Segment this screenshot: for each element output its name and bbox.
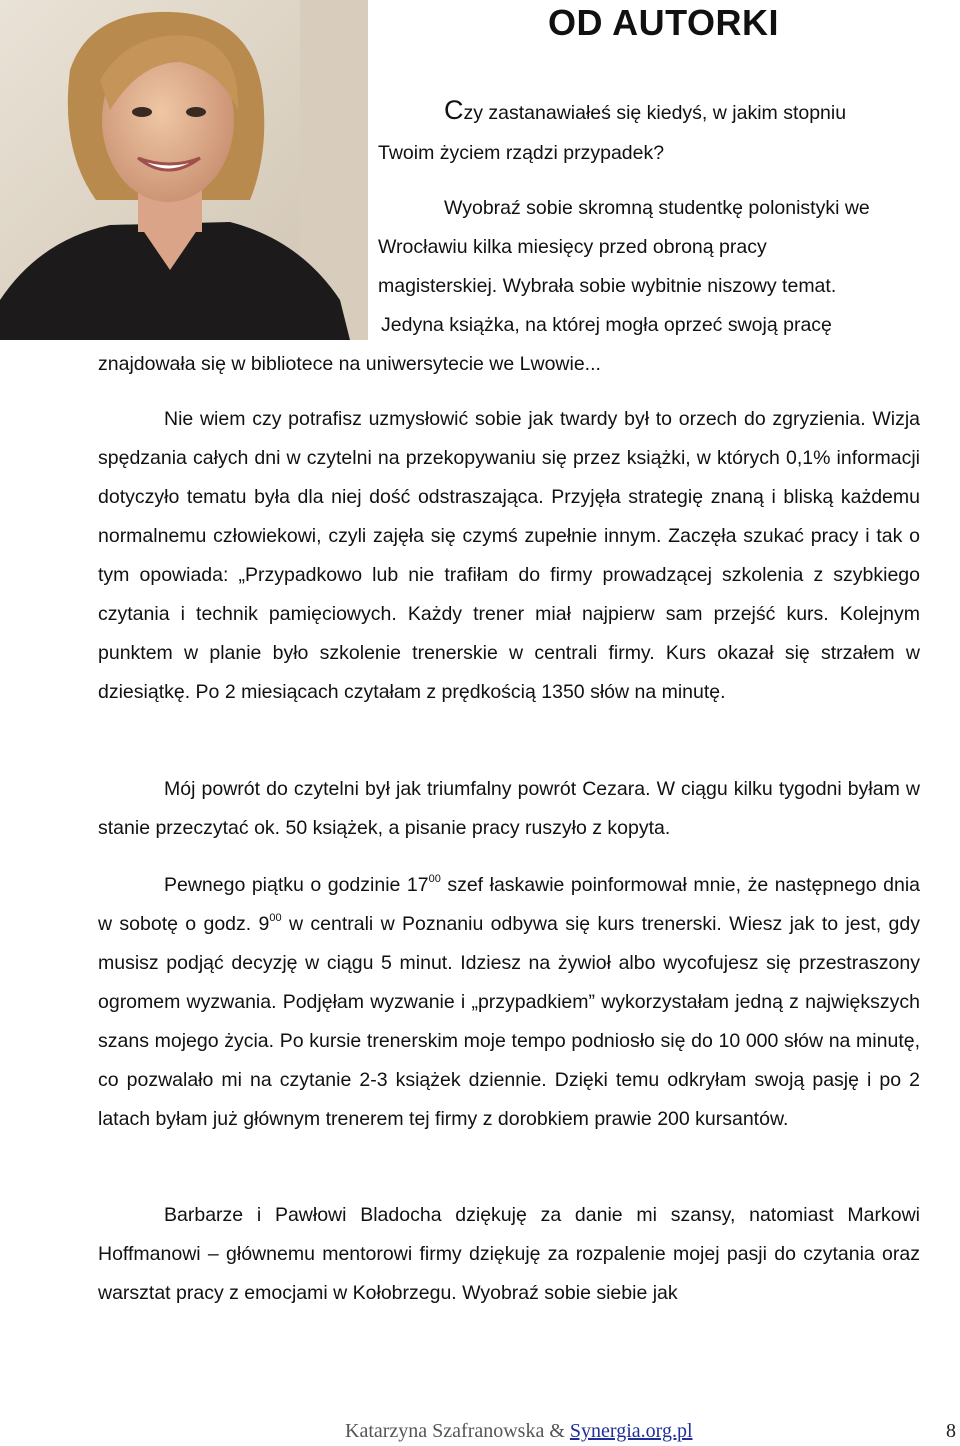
intro-line-7: znajdowała się w bibliotece na uniwersytecie we Lwowie... [98, 353, 601, 375]
author-photo [0, 0, 368, 340]
paragraph-3: Nie wiem czy potrafisz uzmysłowić sobie jak twardy był to orzech do zgryzienia. Wizja spędzania całych dni w czytelni na przekopywaniu się przez książki, w których 0,1% informacji dotyczyło tematu była dla niej dość odstraszająca. Przyjęła strategię znaną i bliską każdemu normalnemu człowiekowi, czyli zajęła się czymś zupełnie innym. Zaczęła szukać pracy i tak o tym opowiada: „Przypadkowo lub nie trafiłam do firmy prowadzącej szkolenia z szybkiego czytania i technik pamięciowych. Każdy trener miał najpierw sam przejść kurs. Kolejnym punktem w planie było szkolenie trenerskie w centrali firmy. Kurs okazał się strzałem w dziesiątkę. Po 2 miesiącach czytałam z prędkością 1350 słów na minutę. [98, 408, 920, 703]
intro-line-6: Jedyna książka, na której mogła oprzeć swoją pracę [381, 314, 832, 336]
paragraph-5-part-a: Pewnego piątku o godzinie 17 [164, 874, 429, 896]
paragraph-4: Mój powrót do czytelni był jak triumfalny powrót Cezara. W ciągu kilku tygodni byłam w stanie przeczytać ok. 50 książek, a pisanie pracy ruszyło z kopyta. [98, 778, 920, 839]
paragraph-5-part-c: w centrali w Poznaniu odbywa się kurs trenerski. Wiesz jak to jest, gdy musisz podjąć decyzję w ciągu 5 minut. Idziesz na żywioł albo wycofujesz się przestraszony ogromem wyzwania. Podjęłam wyzwanie i „przypadkiem” wykorzystałam jedną z największych szans mojego życia. Po kursie trenerskim moje tempo podniosło się do 10 000 słów na minutę, co pozwalało mi na czytanie 2-3 książek dziennie. Dzięki temu odkryłam swoją pasję i po 2 latach byłam już głównym trenerem tej firmy z dorobkiem prawie 200 kursantów. [98, 913, 920, 1130]
intro-line-2: Twoim życiem rządzi przypadek? [378, 142, 665, 164]
paragraph-6: Barbarze i Pawłowi Bladocha dziękuję za danie mi szansy, natomiast Markowi Hoffmanowi – głównemu mentorowi firmy dziękuję za rozpalenie mojej pasji do czytania oraz warsztat pracy z emocjami w Kołobrzegu. Wyobraź sobie siebie jak [98, 1204, 920, 1304]
intro-line-1 [444, 95, 847, 125]
author-portrait-icon [0, 0, 368, 340]
intro-line-3: Wyobraź sobie skromną studentkę polonistyki we [444, 197, 870, 219]
page-title: OD AUTORKI [548, 2, 780, 43]
superscript-minutes-2: 00 [269, 912, 282, 924]
page-footer [345, 1420, 693, 1443]
page-number: 8 [946, 1420, 956, 1442]
paragraph-5-part-b: szef łaskawie poinformował mnie, że następnego dnia w sobotę o godz. 9 [98, 874, 920, 935]
paragraph-5 [98, 866, 920, 1139]
superscript-minutes-1: 00 [428, 873, 441, 885]
intro-line-4: Wrocławiu kilka miesięcy przed obroną pracy [378, 236, 767, 258]
footer-author: Katarzyna Szafranowska & [345, 1420, 570, 1442]
drop-initial: C [444, 95, 464, 125]
intro-line-5: magisterskiej. Wybrała sobie wybitnie niszowy temat. [378, 275, 837, 297]
intro-line-1-text: zy zastanawiałeś się kiedyś, w jakim stopniu [463, 102, 847, 124]
footer-link[interactable]: Synergia.org.pl [569, 1420, 693, 1442]
